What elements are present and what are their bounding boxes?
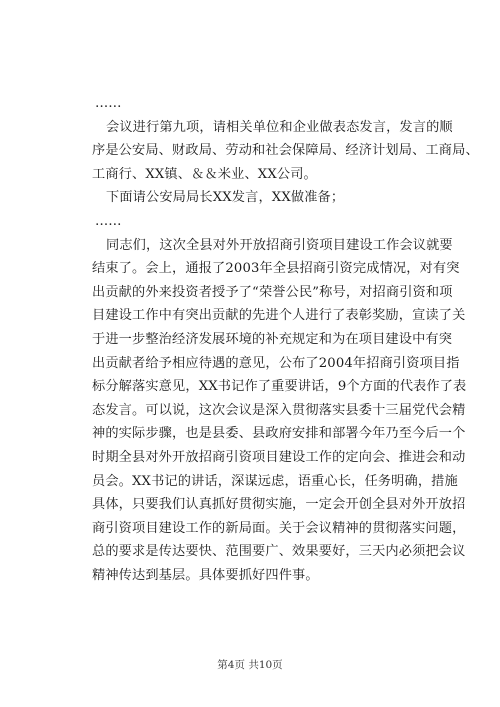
- paragraph-line: 精神传达到基层。具体要抓好四件事。: [92, 567, 319, 583]
- paragraph-line: 会议进行第九项，请相关单位和企业做表态发言，发言的顺: [106, 119, 453, 135]
- paragraph-line: 标分解落实意见，XX书记作了重要讲话，9个方面的代表作了表: [92, 379, 467, 395]
- paragraph-line: 神的实际步骤，也是县委、县政府安排和部署今年乃至今后一个: [92, 426, 466, 442]
- paragraph-line: 商引资项目建设工作的新局面。关于会议精神的贯彻落实问题，: [92, 520, 466, 536]
- paragraph-line: 员会。XX书记的讲话，深谋远虑，语重心长，任务明确，措施: [92, 473, 458, 489]
- paragraph-line: 具体，只要我们认真抓好贯彻实施，一定会开创全县对外开放招: [92, 497, 466, 513]
- paragraph-line: 于进一步整治经济发展环境的补充规定和为在项目建设中有突: [92, 331, 453, 347]
- page-number-footer: 第4页 共10页: [217, 659, 283, 671]
- paragraph-line: 时期全县对外开放招商引资项目建设工作的定向会、推进会和动: [92, 449, 466, 465]
- paragraph-line: 工商行、XX镇、＆＆米业、XX公司。: [92, 166, 317, 182]
- paragraph-line: 态发言。可以说，这次会议是深入贯彻落实县委十三届党代会精: [92, 402, 466, 418]
- paragraph-line: 出贡献的外来投资者授予了“荣誉公民”称号，对招商引资和项: [92, 284, 453, 300]
- ellipsis-line: ……: [95, 213, 122, 229]
- document-body: [92, 92, 479, 587]
- paragraph-line: 下面请公安局局长XX发言，XX做准备；: [106, 190, 345, 206]
- paragraph-line: 结束了。会上，通报了2003年全县招商引资完成情况，对有突: [92, 261, 460, 277]
- ellipsis-line: ……: [95, 96, 122, 111]
- paragraph-line: 序是公安局、财政局、劳动和社会保障局、经济计划局、工商局、: [92, 143, 479, 159]
- paragraph-line: 总的要求是传达要快、范围要广、效果要好，三天内必须把会议: [92, 544, 466, 560]
- paragraph-line: 同志们，这次全县对外开放招商引资项目建设工作会议就要: [106, 237, 453, 253]
- paragraph-line: 出贡献者给予相应待遇的意见，公布了2004年招商引资项目指: [92, 355, 460, 371]
- paragraph-line: 目建设工作中有突出贡献的先进个人进行了表彰奖励，宣读了关: [92, 308, 466, 324]
